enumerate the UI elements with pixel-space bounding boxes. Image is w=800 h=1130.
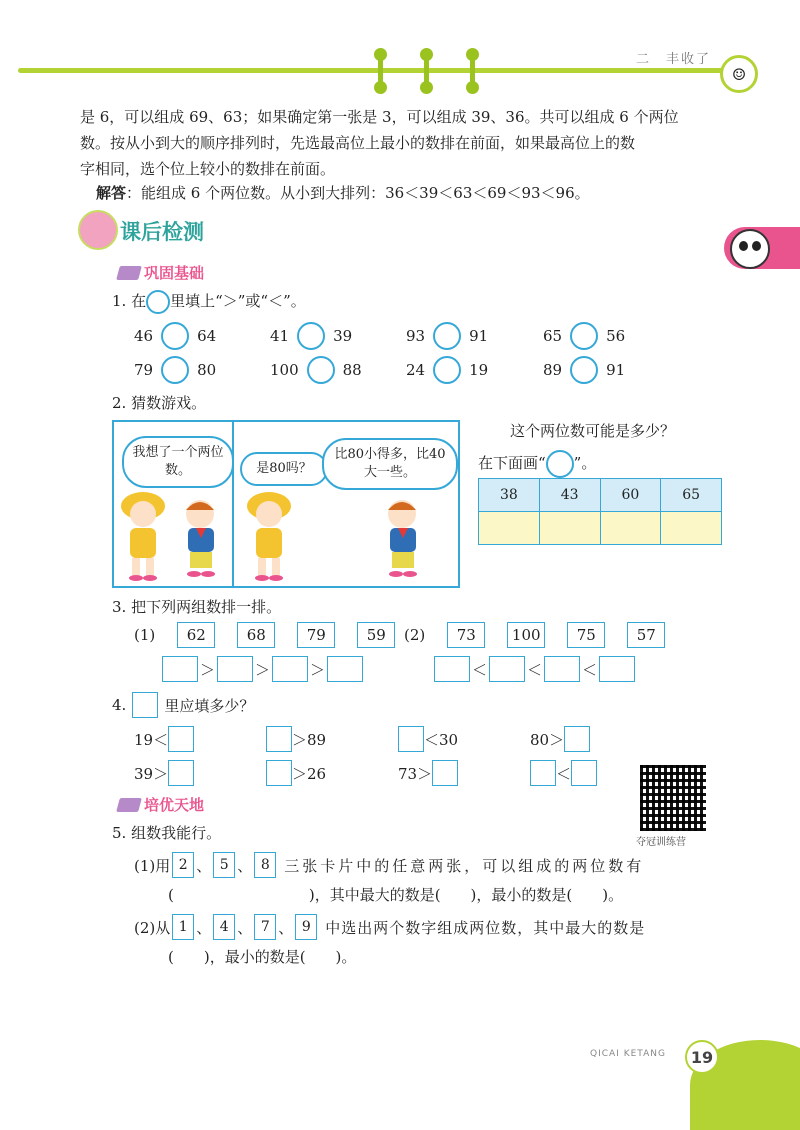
answer-box[interactable] [434, 656, 470, 682]
number-card: 68 [237, 622, 275, 648]
question-1-prompt [112, 290, 306, 314]
question-2-ask: 这个两位数可能是多少？ [510, 422, 676, 440]
digit-card: 5 [213, 852, 235, 878]
number: 80 [197, 361, 217, 379]
answer-box[interactable] [272, 656, 308, 682]
answer-box[interactable] [168, 760, 194, 786]
speech-bubble: 是80吗？ [240, 452, 328, 486]
answer-box[interactable] [544, 656, 580, 682]
answer-box[interactable] [489, 656, 525, 682]
prompt-text: 中选出两个数字组成两位数，其中最大的数是 [325, 918, 646, 937]
answer-box[interactable] [327, 656, 363, 682]
number: 65 [543, 327, 563, 345]
book-icon [116, 798, 142, 812]
compare-item [406, 322, 488, 350]
number-card: 73 [447, 622, 485, 648]
answer-cell[interactable] [600, 512, 661, 545]
compare-item [406, 356, 488, 384]
prompt-text: 里填上“＞”或“＜”。 [170, 292, 306, 310]
digit-card: 9 [295, 914, 317, 940]
prompt-text: ”。 [573, 454, 597, 472]
question-2-instruction [478, 450, 596, 478]
answer-box[interactable] [571, 760, 597, 786]
answer-circle[interactable] [297, 322, 325, 350]
fill-item [134, 760, 194, 786]
square-blank-icon [132, 692, 158, 718]
answer-circle[interactable] [433, 322, 461, 350]
compare-item [543, 322, 625, 350]
answer-circle[interactable] [570, 356, 598, 384]
question-5-part-2-blanks: ( )，最小的数是( )。 [168, 948, 357, 966]
speech-bubble: 我想了一个两位数。 [122, 436, 234, 488]
expr-text: 19＜ [134, 730, 169, 749]
fill-item [530, 726, 590, 752]
expr-text: ＜ [556, 764, 572, 783]
option-cell: 43 [539, 479, 600, 512]
compare-item [543, 356, 625, 384]
prompt-text: (1)用 [134, 856, 171, 875]
number: 79 [134, 361, 154, 379]
prompt-text: 4. [112, 696, 127, 714]
number: 41 [270, 327, 290, 345]
expr-text: ＜30 [424, 730, 459, 749]
question-5-part-2 [134, 914, 645, 940]
group-label: (1) [134, 626, 156, 644]
answer-line [96, 180, 741, 206]
option-cell: 60 [600, 479, 661, 512]
digit-card: 2 [172, 852, 194, 878]
question-5-part-1 [134, 852, 644, 878]
number: 56 [606, 327, 626, 345]
answer-box[interactable] [564, 726, 590, 752]
subsection-title: 培优天地 [144, 796, 205, 814]
header-bar [18, 68, 736, 73]
qr-label: 夺冠训练营 [636, 837, 686, 848]
fill-item [530, 760, 597, 786]
group-2-numbers [404, 622, 665, 648]
group-1-numbers [134, 622, 395, 648]
girl-illustration [244, 490, 294, 582]
number-card: 62 [177, 622, 215, 648]
number: 89 [543, 361, 563, 379]
answer-box[interactable] [266, 726, 292, 752]
fill-item [266, 760, 326, 786]
answer-circle[interactable] [161, 356, 189, 384]
digit-card: 4 [213, 914, 235, 940]
intro-line: 字相同，选个位上较小的数排在前面。 [80, 160, 336, 178]
answer-box[interactable] [398, 726, 424, 752]
fill-item [398, 726, 458, 752]
answer-label: 解答 [96, 184, 127, 202]
gt-sign: ＞ [255, 660, 271, 679]
number: 24 [406, 361, 426, 379]
subsection-title: 巩固基础 [144, 264, 205, 282]
number-card: 79 [297, 622, 335, 648]
compare-item [270, 356, 362, 384]
qr-code[interactable] [640, 765, 706, 831]
answer-box[interactable] [162, 656, 198, 682]
answer-circle[interactable] [433, 356, 461, 384]
answer-box[interactable] [599, 656, 635, 682]
panel-divider [232, 420, 234, 586]
fill-item [134, 726, 194, 752]
separator: 、 [237, 856, 253, 875]
answer-box[interactable] [168, 726, 194, 752]
fill-item [398, 760, 458, 786]
footer-brand: QICAI KETANG [590, 1049, 666, 1059]
gt-sign: ＞ [310, 660, 326, 679]
question-3-prompt: 3. 把下列两组数排一排。 [112, 598, 282, 616]
section-mascot-icon [78, 210, 118, 250]
digit-card: 7 [254, 914, 276, 940]
header-pin [470, 52, 475, 90]
chapter-title: 二 丰收了 [636, 52, 712, 67]
mascot-icon: ☺ [720, 55, 758, 93]
lt-sign: ＜ [472, 660, 488, 679]
expr-text: ＞89 [292, 730, 327, 749]
gt-sign: ＞ [200, 660, 216, 679]
circle-blank-icon [546, 450, 574, 478]
options-table [478, 478, 722, 545]
book-icon [116, 266, 142, 280]
page-number: 19 [685, 1040, 719, 1074]
boy-illustration [176, 496, 224, 580]
question-4-prompt [112, 692, 254, 718]
prompt-text: 在下面画“ [478, 454, 546, 472]
compare-item [134, 322, 216, 350]
prompt-text: 三张卡片中的任意两张，可以组成的两位数有 [284, 856, 645, 875]
number: 91 [606, 361, 626, 379]
number: 39 [333, 327, 353, 345]
separator: 、 [196, 856, 212, 875]
answer-circle[interactable] [570, 322, 598, 350]
girl-illustration [118, 490, 168, 582]
question-5-prompt: 5. 组数我能行。 [112, 824, 222, 842]
fill-item [266, 726, 326, 752]
question-2-prompt: 2. 猜数游戏。 [112, 394, 207, 412]
number: 100 [270, 361, 299, 379]
group-2-answer [434, 656, 635, 682]
digit-card: 1 [172, 914, 194, 940]
number-card: 75 [567, 622, 605, 648]
number: 64 [197, 327, 217, 345]
lt-sign: ＜ [527, 660, 543, 679]
option-cell: 65 [661, 479, 722, 512]
compare-item [134, 356, 216, 384]
group-1-answer [162, 656, 363, 682]
prompt-text: (2)从 [134, 918, 171, 937]
prompt-text: 里应填多少？ [164, 696, 255, 715]
expr-text: 80＞ [530, 730, 565, 749]
section-title: 课后检测 [120, 220, 204, 244]
lt-sign: ＜ [582, 660, 598, 679]
answer-box[interactable] [266, 760, 292, 786]
number-card: 59 [357, 622, 395, 648]
answer-circle[interactable] [161, 322, 189, 350]
answer-box[interactable] [217, 656, 253, 682]
header-pin [378, 52, 383, 90]
answer-cell[interactable] [539, 512, 600, 545]
answer-text: ：能组成 6 个两位数。从小到大排列：36＜39＜63＜69＜93＜96。 [126, 184, 590, 202]
separator: 、 [278, 918, 294, 937]
number-card: 57 [627, 622, 665, 648]
expr-text: ＞26 [292, 764, 327, 783]
question-5-part-1-blanks: ( )，其中最大的数是( )，最小的数是( )。 [168, 886, 624, 904]
panda-icon [730, 229, 770, 269]
intro-line: 数。按从小到大的顺序排列时，先选最高位上最小的数排在前面，如果最高位上的数 [80, 134, 636, 152]
separator: 、 [196, 918, 212, 937]
boy-illustration [378, 496, 426, 580]
number: 93 [406, 327, 426, 345]
answer-cell[interactable] [661, 512, 722, 545]
answer-circle[interactable] [307, 356, 335, 384]
number-card: 100 [507, 622, 545, 648]
expr-text: 73＞ [398, 764, 433, 783]
header-pin [424, 52, 429, 90]
answer-box[interactable] [432, 760, 458, 786]
answer-box[interactable] [530, 760, 556, 786]
expr-text: 39＞ [134, 764, 169, 783]
digit-card: 8 [254, 852, 276, 878]
circle-blank-icon [146, 290, 170, 314]
intro-line: 是 6，可以组成 69、63；如果确定第一张是 3，可以组成 39、36。共可以组成 6 个两位 [80, 108, 679, 126]
number: 91 [469, 327, 489, 345]
separator: 、 [237, 918, 253, 937]
compare-item [270, 322, 352, 350]
number: 88 [342, 361, 362, 379]
number: 46 [134, 327, 154, 345]
speech-bubble: 比80小得多，比40大一些。 [322, 438, 458, 490]
group-label: (2) [404, 626, 426, 644]
answer-cell[interactable] [479, 512, 540, 545]
prompt-text: 1. 在 [112, 292, 147, 310]
number: 19 [469, 361, 489, 379]
option-cell: 38 [479, 479, 540, 512]
